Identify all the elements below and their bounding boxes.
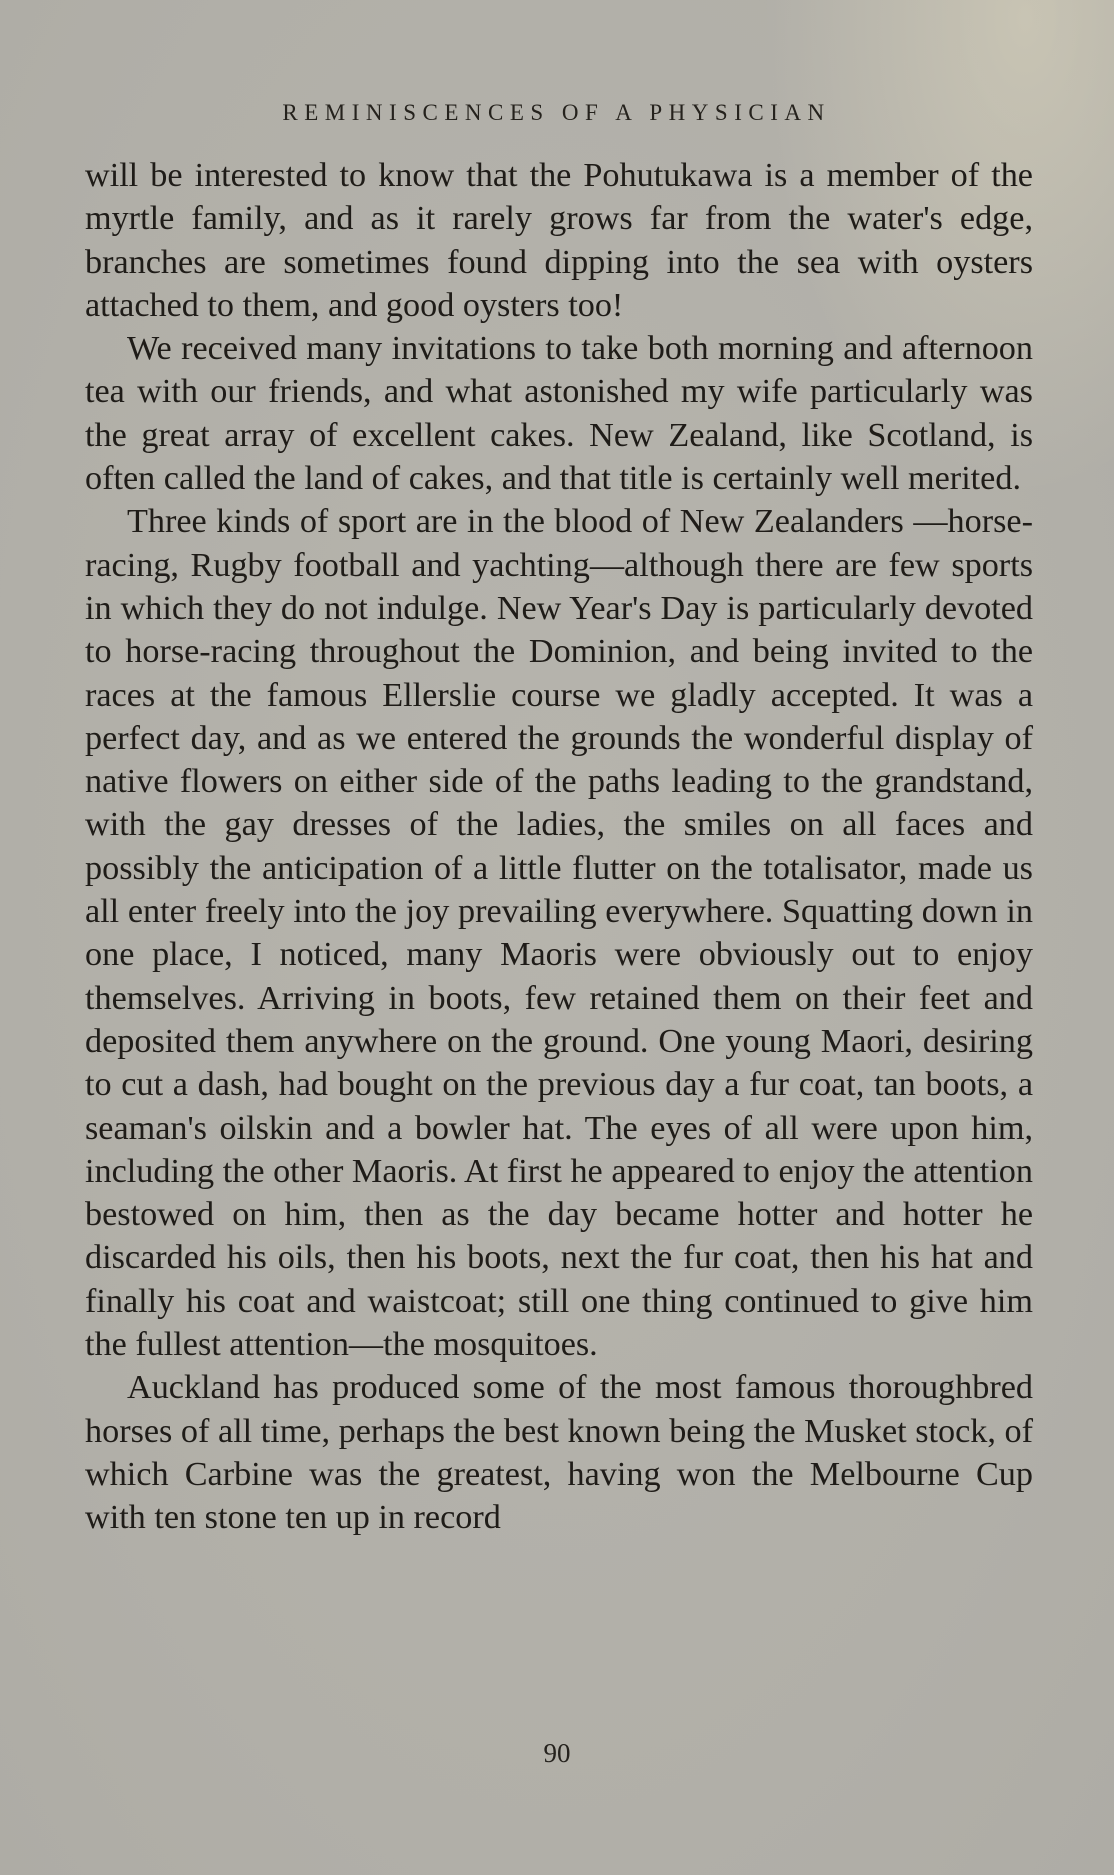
- running-head: REMINISCENCES OF A PHYSICIAN: [282, 100, 831, 125]
- paragraph-continuation: will be interested to know that the Pohutukawa is a member of the myrtle family, and as it rarely grows far from the water's edge, branches are sometimes found dipping into the sea with oysters attached to them, and good oysters too!: [85, 157, 1033, 324]
- paragraph-thoroughbreds: Auckland has produced some of the most famous thoroughbred horses of all time, perhaps the best known being the Musket stock, of which Carbine was the greatest, having won the Melbourne Cup with ten stone ten up in record: [85, 1369, 1033, 1537]
- page-number: 90: [543, 1738, 571, 1768]
- paragraph-tea-and-cakes: We received many invitations to take both morning and afternoon tea with our friends, and what astonished my wife particularly was the great array of excellent cakes. New Zealand, like Scotland, is often called the land of cakes, and that title is certainly well merited.: [85, 330, 1033, 498]
- body-text: [85, 154, 1033, 1540]
- paragraph-horse-racing: Three kinds of sport are in the blood of New Zealanders —horse-racing, Rugby football and yachting—although there are few sports in which they do not indulge. New Year's Day is particularly devoted to horse-racing throughout the Dominion, and being invited to the races at the famous Ellerslie course we gladly accepted. It was a perfect day, and as we entered the grounds the wonderful display of native flowers on either side of the paths leading to the grandstand, with the gay dresses of the ladies, the smiles on all faces and possibly the anticipation of a little flutter on the totalisator, made us all enter freely into the joy prevailing everywhere. Squatting down in one place, I noticed, many Maoris were obviously out to enjoy themselves. Arriving in boots, few retained them on their feet and deposited them anywhere on the ground. One young Maori, desiring to cut a dash, had bought on the previous day a fur coat, tan boots, a seaman's oilskin and a bowler hat. The eyes of all were upon him, including the other Maoris. At first he appeared to enjoy the attention bestowed on him, then as the day became hotter and hotter he discarded his oils, then his boots, next the fur coat, then his hat and finally his coat and waistcoat; still one thing continued to give him the fullest attention—the mosquitoes.: [85, 503, 1033, 1364]
